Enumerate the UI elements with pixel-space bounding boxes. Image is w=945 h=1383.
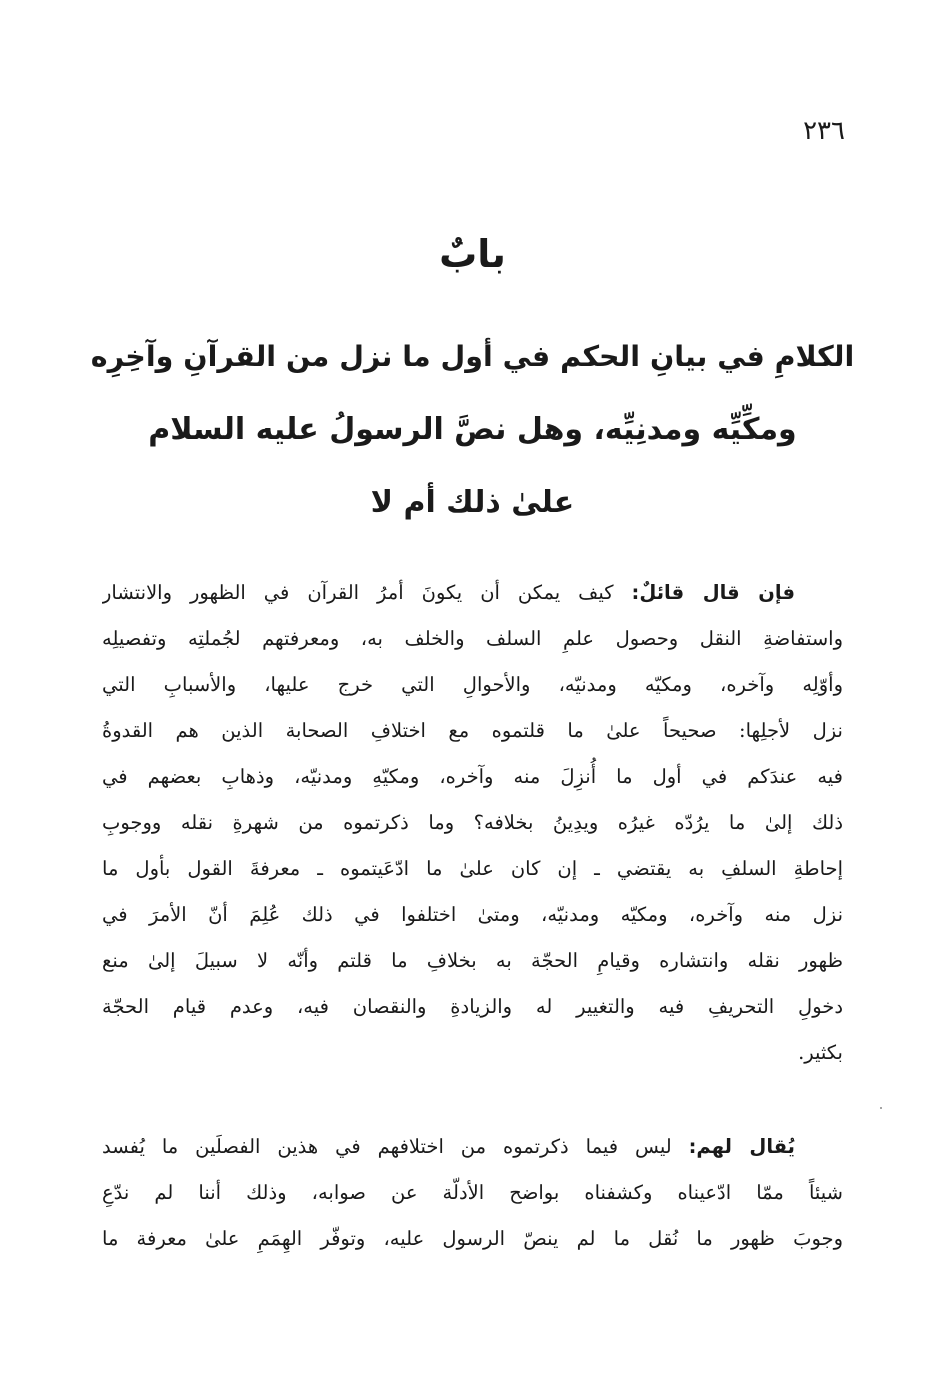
paragraph-line: واستفاضةِ النقل وحصول علمِ السلف والخلف به، ومعرفتهم لجُملتِه وتفصيلِه <box>102 627 843 650</box>
paragraph-line <box>102 570 843 616</box>
paragraph-lead: يُقال لهم: <box>688 1135 796 1158</box>
paragraph-line: دخولِ التحريفِ فيه والتغيير له والزيادةِ والنقصان فيه، وعدم قيام الحجّة <box>102 995 843 1018</box>
paragraph-line-text: ليس فيما ذكرتموه من اختلافهم في هذين الفصلَين ما يُفسد <box>102 1135 689 1158</box>
chapter-title-line: علىٰ ذلك أم لا <box>370 485 575 520</box>
paragraph-line: بكثير. <box>798 1041 843 1064</box>
paragraph-line-text: كيف يمكن أن يكونَ أمرُ القرآن في الظهور والانتشار <box>102 581 632 604</box>
paragraph-line: إحاطةِ السلفِ به يقتضي ـ إن كان علىٰ ما ادّعَيتموه ـ معرفةَ القول بأول ما <box>102 857 843 880</box>
chapter-title-line: الكلامِ في بيانِ الحكم في أول ما نزل من القرآنِ وآخِرِه <box>90 340 855 373</box>
chapter-title-line: ومكِّيِّه ومدنِيِّه، وهل نصَّ الرسولُ عليه السلام <box>148 412 797 447</box>
paragraph-line: نزل منه وآخره، ومكيّه ومدنيّه، ومتىٰ اختلفوا في ذلك عُلِمَ أنّ الأمرَ في <box>102 903 843 926</box>
paragraph-line: ذلك إلىٰ ما يرُدّه غيرُه ويدِينُ بخلافه؟ وما ذكرتموه من شهرةِ نقله ووجوبِ <box>102 811 843 834</box>
chapter-title <box>90 320 855 539</box>
paragraph-line: ظهور نقله وانتشاره وقيامِ الحجّة به بخلافِ ما قلتم وأنّه لا سبيلَ إلىٰ منع <box>102 949 843 972</box>
paragraph-2 <box>102 1124 843 1262</box>
paragraph-line: شيئاً ممّا ادّعيناه وكشفناه بواضح الأدلّة عن صوابه، وذلك أننا لم ندّعِ <box>102 1181 843 1204</box>
paragraph-line: وأوّلِه وآخره، ومكيّه ومدنيّه، والأحوالِ التي خرج عليها، والأسبابِ التي <box>102 673 843 696</box>
paragraph-line: وجوبَ ظهور ما نُقل ما لم ينصّ الرسول عليه، وتوفّر الهِمَمِ علىٰ معرفة ما <box>102 1227 843 1250</box>
paragraph-1 <box>102 570 843 1076</box>
scan-speck <box>880 1107 882 1109</box>
page-number: ٢٣٦ <box>803 116 845 146</box>
chapter-label: بابٌ <box>439 232 506 276</box>
paragraph-line <box>102 1124 843 1170</box>
paragraph-line: نزل لأجلِها: صحيحاً علىٰ ما قلتموه مع اختلافِ الصحابة الذين هم القدوةُ <box>102 719 843 742</box>
paragraph-lead: فإن قال قائلٌ: <box>631 581 795 604</box>
paragraph-line: فيه عندَكم في أول ما أُنزِلَ منه وآخره، ومكيّهِ ومدنيّه، وذهابِ بعضهم في <box>102 765 843 788</box>
